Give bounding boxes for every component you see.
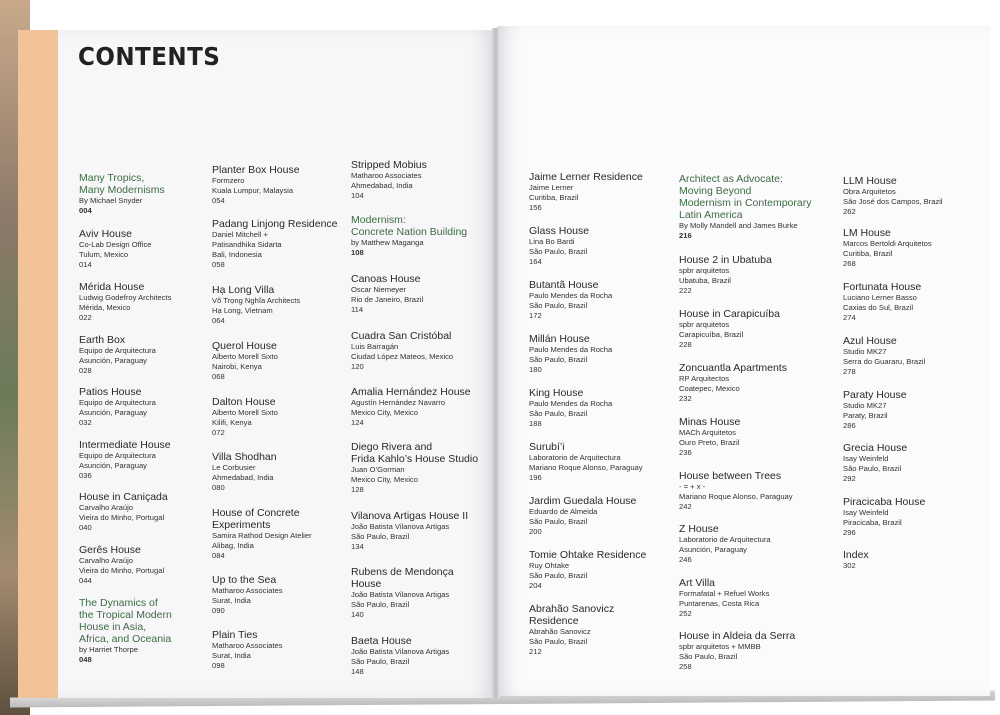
- entry-detail: São Paulo, Brazil: [529, 516, 588, 526]
- toc-entry: [843, 281, 983, 323]
- entry-page-number: 040: [79, 522, 92, 532]
- entry-title: Modernism in Contemporary: [679, 197, 812, 210]
- entry-page-number: 172: [529, 310, 542, 320]
- entry-title: Modernism:: [351, 214, 406, 226]
- entry-detail: Co-Lab Design Office: [79, 240, 152, 250]
- entry-page-number: 216: [679, 231, 692, 241]
- entry-page-number: 228: [679, 339, 692, 349]
- toc-entry: [351, 635, 526, 677]
- entry-detail: Mariano Roque Alonso, Paraguay: [679, 491, 793, 501]
- entry-page-number: 236: [679, 447, 692, 457]
- entry-detail: Isay Weinfeld: [843, 508, 889, 518]
- entry-page-number: 242: [679, 501, 692, 511]
- entry-page-number: 268: [843, 258, 856, 268]
- entry-detail: Kuala Lumpur, Malaysia: [212, 185, 294, 195]
- entry-title: Earth Box: [79, 334, 126, 346]
- toc-entry: [843, 335, 983, 377]
- entry-title: Grecia House: [843, 442, 908, 454]
- toc-entry: [843, 227, 983, 269]
- entry-detail: Studio MK27: [843, 401, 887, 411]
- toc-entry: [529, 603, 674, 657]
- entry-detail: Formzero: [212, 176, 245, 186]
- toc-entry: [212, 574, 347, 616]
- toc-entry: [79, 544, 204, 586]
- entry-detail: Asunción, Paraguay: [79, 460, 147, 470]
- entry-detail: Mariano Roque Alonso, Paraguay: [529, 462, 643, 472]
- entry-title: The Dynamics of: [79, 597, 158, 609]
- entry-detail: Asunción, Paraguay: [679, 544, 747, 554]
- entry-page-number: 262: [843, 206, 856, 216]
- entry-detail: By Molly Mandell and James Burke: [679, 221, 798, 231]
- toc-entry: [679, 523, 839, 565]
- entry-page-number: 128: [351, 484, 364, 494]
- entry-title: Many Tropics,: [79, 172, 145, 184]
- entry-detail: Ahmedabad, India: [351, 180, 413, 190]
- entry-page-number: 222: [679, 285, 692, 295]
- entry-detail: Võ Trọng Nghĩa Architects: [212, 296, 301, 306]
- entry-title: Zoncuantla Apartments: [679, 362, 787, 374]
- entry-detail: Juan O’Gorman: [351, 465, 405, 475]
- toc-entry: [79, 491, 204, 533]
- entry-page-number: 148: [351, 666, 364, 676]
- entry-detail: Mexico City, Mexico: [351, 407, 418, 417]
- entry-title: Patios House: [79, 386, 142, 398]
- toc-entry: [351, 386, 526, 428]
- entry-page-number: 302: [843, 561, 856, 571]
- toc-entry: [679, 308, 839, 350]
- entry-page-number: 246: [679, 554, 692, 564]
- entry-detail: São José dos Campos, Brazil: [843, 196, 943, 206]
- entry-title: Plain Ties: [212, 629, 258, 641]
- entry-title: Jaime Lerner Residence: [529, 171, 643, 183]
- entry-page-number: 156: [529, 202, 542, 212]
- entry-title: House of Concrete: [212, 507, 300, 519]
- entry-title: Tomie Ohtake Residence: [529, 549, 647, 561]
- entry-detail: Surat, India: [212, 595, 251, 605]
- entry-title: Villa Shodhan: [212, 451, 277, 463]
- entry-title: Gerês House: [79, 544, 141, 556]
- entry-title: Hạ Long Villa: [212, 284, 275, 296]
- book-cover-edge: [18, 30, 63, 698]
- entry-detail: Ludwig Godefroy Architects: [79, 293, 172, 303]
- entry-detail: Coatepec, Mexico: [679, 383, 740, 393]
- entry-detail: Carapicuíba, Brazil: [679, 329, 744, 339]
- toc-entry: [351, 330, 526, 372]
- entry-detail: Isay Weinfeld: [843, 454, 889, 464]
- entry-detail: Alberto Morell Sixto: [212, 352, 278, 362]
- entry-detail: Ubatuba, Brazil: [679, 275, 731, 285]
- entry-title: Architect as Advocate:: [679, 173, 783, 185]
- entry-detail: Equipo de Arquitectura: [79, 346, 156, 356]
- entry-page-number: 080: [212, 482, 225, 492]
- toc-entry: [529, 333, 674, 375]
- entry-page-number: 036: [79, 470, 92, 480]
- entry-page-number: 032: [79, 417, 92, 427]
- entry-detail: São Paulo, Brazil: [529, 354, 588, 364]
- entry-title: Residence: [529, 615, 579, 628]
- entry-title: Concrete Nation Building: [351, 226, 468, 239]
- entry-detail: Oscar Niemeyer: [351, 285, 406, 295]
- toc-entry: [529, 387, 674, 429]
- toc-entry: [843, 496, 983, 538]
- entry-title: Dalton House: [212, 396, 276, 408]
- entry-title: Experiments: [212, 519, 271, 532]
- toc-entry: [529, 225, 674, 267]
- entry-detail: Vieira do Minho, Portugal: [79, 512, 165, 522]
- entry-title: LM House: [843, 227, 891, 239]
- toc-entry: [679, 470, 839, 512]
- entry-page-number: 200: [529, 526, 542, 536]
- toc-entry: [843, 389, 983, 431]
- entry-page-number: 232: [679, 393, 692, 403]
- entry-detail: Alberto Morell Sixto: [212, 408, 278, 418]
- entry-detail: Paulo Mendes da Rocha: [529, 345, 613, 355]
- entry-title: Azul House: [843, 335, 897, 347]
- entry-title: House in Aldeia da Serra: [679, 630, 796, 642]
- entry-page-number: 164: [529, 256, 542, 266]
- entry-title: Paraty House: [843, 389, 907, 401]
- toc-entry: [212, 507, 347, 561]
- entry-detail: Rio de Janeiro, Brazil: [351, 294, 424, 304]
- entry-page-number: 064: [212, 315, 225, 325]
- entry-page-number: 252: [679, 608, 692, 618]
- entry-page-number: 274: [843, 312, 856, 322]
- entry-title: Art Villa: [679, 577, 715, 589]
- toc-entry: [529, 441, 674, 483]
- entry-page-number: 120: [351, 361, 364, 371]
- entry-title: Abrahão Sanovicz: [529, 603, 615, 615]
- entry-detail: Mexico City, Mexico: [351, 474, 418, 484]
- toc-entry: [679, 577, 839, 619]
- entry-title: Frida Kahlo’s House Studio: [351, 453, 479, 466]
- entry-title: Glass House: [529, 225, 590, 237]
- entry-detail: São Paulo, Brazil: [529, 636, 588, 646]
- entry-detail: Bali, Indonesia: [212, 249, 262, 259]
- toc-entry: [679, 630, 839, 672]
- toc-entry: [212, 218, 347, 270]
- toc-entry: [529, 495, 674, 537]
- entry-detail: São Paulo, Brazil: [529, 246, 588, 256]
- entry-page-number: 028: [79, 365, 92, 375]
- entry-page-number: 188: [529, 418, 542, 428]
- entry-page-number: 212: [529, 646, 542, 656]
- entry-detail: Nairobi, Kenya: [212, 361, 262, 371]
- entry-page-number: 196: [529, 472, 542, 482]
- toc-entry: [212, 284, 347, 326]
- entry-detail: Agustín Hernández Navarro: [351, 398, 446, 408]
- entry-detail: Lina Bo Bardi: [529, 237, 575, 247]
- toc-entry: [843, 175, 983, 217]
- toc-entry: [79, 334, 204, 376]
- entry-detail: Paulo Mendes da Rocha: [529, 291, 613, 301]
- entry-page-number: 292: [843, 473, 856, 483]
- entry-detail: Curitiba, Brazil: [529, 192, 579, 202]
- entry-detail: Patisandhika Sidarta: [212, 239, 282, 249]
- entry-detail: Tulum, Mexico: [79, 249, 129, 259]
- entry-detail: Abrahão Sanovicz: [529, 627, 591, 637]
- entry-page-number: 098: [212, 660, 225, 670]
- entry-title: Up to the Sea: [212, 574, 277, 586]
- entry-detail: Matharoo Associates: [212, 641, 283, 651]
- entry-detail: São Paulo, Brazil: [351, 656, 410, 666]
- entry-title: Index: [843, 549, 869, 561]
- toc-entry: [351, 566, 526, 620]
- entry-page-number: 296: [843, 527, 856, 537]
- entry-detail: by Harriet Thorpe: [79, 645, 138, 655]
- page-title: CONTENTS: [78, 42, 221, 71]
- entry-detail: Laboratorio de Arquitectura: [529, 453, 621, 463]
- entry-detail: spbr arquitetos: [679, 266, 730, 276]
- toc-entry: [679, 254, 839, 296]
- entry-detail: São Paulo, Brazil: [351, 531, 410, 541]
- entry-title: Mérida House: [79, 281, 145, 293]
- entry-detail: Carvalho Araújo: [79, 556, 134, 566]
- entry-title: Planter Box House: [212, 164, 300, 176]
- toc-entry: [212, 451, 347, 493]
- toc-entry: [351, 441, 526, 495]
- toc-entry: [79, 172, 204, 216]
- entry-detail: Asunción, Paraguay: [79, 407, 147, 417]
- entry-title: Cuadra San Cristóbal: [351, 330, 452, 342]
- entry-page-number: 258: [679, 661, 692, 671]
- entry-title: Jardim Guedala House: [529, 495, 637, 507]
- entry-detail: spbr arquitetos + MMBB: [679, 642, 761, 652]
- entry-page-number: 004: [79, 205, 92, 215]
- entry-detail: São Paulo, Brazil: [679, 651, 738, 661]
- toc-entry: [843, 442, 983, 484]
- entry-page-number: 058: [212, 259, 225, 269]
- entry-page-number: 072: [212, 427, 225, 437]
- entry-page-number: 180: [529, 364, 542, 374]
- entry-detail: Serra do Guararu, Brazil: [843, 356, 926, 366]
- entry-title: Querol House: [212, 340, 277, 352]
- entry-title: Butantã House: [529, 279, 599, 291]
- entry-title: Africa, and Oceania: [79, 633, 172, 646]
- entry-detail: São Paulo, Brazil: [529, 408, 588, 418]
- entry-detail: Ouro Preto, Brazil: [679, 437, 740, 447]
- toc-entry: [79, 439, 204, 481]
- entry-detail: Luis Barragán: [351, 342, 399, 352]
- entry-page-number: 054: [212, 195, 225, 205]
- toc-entry: [351, 273, 526, 315]
- entry-detail: Caxias do Sul, Brazil: [843, 302, 914, 312]
- entry-title: Latin America: [679, 209, 743, 222]
- toc-entry: [212, 164, 347, 206]
- entry-detail: Curitiba, Brazil: [843, 248, 893, 258]
- entry-detail: Formafatal + Refuel Works: [679, 589, 770, 599]
- entry-detail: Luciano Lerner Basso: [843, 293, 917, 303]
- entry-detail: - = + x -: [679, 482, 706, 492]
- entry-detail: Puntarenas, Costa Rica: [679, 598, 760, 608]
- entry-detail: spbr arquitetos: [679, 320, 730, 330]
- toc-entry: [212, 340, 347, 382]
- toc-entry: [351, 214, 526, 258]
- entry-title: Z House: [679, 523, 719, 535]
- entry-title: Surubí’i: [529, 441, 565, 453]
- entry-page-number: 014: [79, 259, 92, 269]
- entry-detail: Paulo Mendes da Rocha: [529, 399, 613, 409]
- entry-page-number: 068: [212, 371, 225, 381]
- entry-title: House in Caniçada: [79, 491, 168, 503]
- entry-detail: Eduardo de Almeida: [529, 507, 598, 517]
- entry-detail: São Paulo, Brazil: [843, 463, 902, 473]
- toc-entry: [79, 597, 204, 665]
- toc-entry: [351, 510, 526, 552]
- entry-page-number: 084: [212, 550, 225, 560]
- toc-entry: [212, 629, 347, 671]
- entry-page-number: 108: [351, 247, 364, 257]
- entry-detail: São Paulo, Brazil: [529, 300, 588, 310]
- entry-title: Fortunata House: [843, 281, 922, 293]
- toc-entry: [529, 279, 674, 321]
- entry-title: Baeta House: [351, 635, 412, 647]
- entry-detail: Mérida, Mexico: [79, 302, 131, 312]
- entry-page-number: 286: [843, 420, 856, 430]
- entry-detail: Asunción, Paraguay: [79, 355, 147, 365]
- entry-title: Padang Linjong Residence: [212, 218, 338, 230]
- entry-title: Rubens de Mendonça: [351, 566, 454, 578]
- entry-detail: Le Corbusier: [212, 463, 256, 473]
- entry-detail: Carvalho Araújo: [79, 503, 134, 513]
- entry-title: Vilanova Artigas House II: [351, 510, 469, 522]
- entry-detail: Piracicaba, Brazil: [843, 517, 902, 527]
- entry-detail: João Batista Vilanova Artigas: [351, 522, 450, 532]
- toc-entry: [212, 396, 347, 438]
- entry-page-number: 114: [351, 304, 364, 314]
- entry-title: Intermediate House: [79, 439, 171, 451]
- entry-title: House in Asia,: [79, 621, 147, 634]
- entry-title: King House: [529, 387, 584, 399]
- entry-detail: Laboratorio de Arquitectura: [679, 535, 771, 545]
- entry-title: House 2 in Ubatuba: [679, 254, 772, 266]
- entry-detail: By Michael Snyder: [79, 196, 143, 206]
- entry-detail: João Batista Vilanova Artigas: [351, 647, 450, 657]
- toc-entry: [843, 549, 983, 571]
- entry-title: Aviv House: [79, 228, 132, 240]
- entry-detail: São Paulo, Brazil: [529, 570, 588, 580]
- entry-detail: Daniel Mitchell +: [212, 230, 268, 240]
- entry-detail: Equipo de Arquitectura: [79, 451, 156, 461]
- entry-detail: Surat, India: [212, 650, 251, 660]
- entry-page-number: 104: [351, 190, 364, 200]
- entry-detail: Ahmedabad, India: [212, 472, 274, 482]
- entry-page-number: 124: [351, 417, 364, 427]
- toc-entry: [79, 386, 204, 428]
- entry-page-number: 090: [212, 605, 225, 615]
- entry-title: Many Modernisms: [79, 184, 165, 197]
- toc-entry: [679, 362, 839, 404]
- toc-entry: [679, 173, 839, 241]
- entry-page-number: 044: [79, 575, 92, 585]
- toc-entry: [529, 171, 674, 213]
- entry-detail: Ruy Ohtake: [529, 561, 570, 571]
- entry-title: Millán House: [529, 333, 590, 345]
- entry-title: Stripped Mobius: [351, 159, 427, 171]
- entry-title: the Tropical Modern: [79, 609, 172, 622]
- entry-page-number: 140: [351, 609, 364, 619]
- entry-title: Piracicaba House: [843, 496, 926, 508]
- entry-page-number: 048: [79, 655, 92, 665]
- toc-entry: [529, 549, 674, 591]
- entry-page-number: 204: [529, 580, 542, 590]
- entry-title: House between Trees: [679, 470, 782, 482]
- entry-title: House in Carapicuíba: [679, 308, 780, 320]
- entry-detail: Paraty, Brazil: [843, 410, 888, 420]
- toc-entry: [351, 159, 526, 201]
- entry-detail: Studio MK27: [843, 347, 887, 357]
- entry-title: House: [351, 578, 382, 591]
- entry-title: LLM House: [843, 175, 897, 187]
- entry-detail: Kilifi, Kenya: [212, 417, 252, 427]
- entry-title: Amalia Hernández House: [351, 386, 471, 398]
- toc-entry: [79, 228, 204, 270]
- toc-entry: [79, 281, 204, 323]
- entry-page-number: 134: [351, 541, 364, 551]
- entry-detail: Obra Arquitetos: [843, 187, 896, 197]
- entry-detail: MACh Arquitetos: [679, 428, 736, 438]
- entry-detail: Marcos Bertoldi Arquitetos: [843, 239, 932, 249]
- entry-title: Moving Beyond: [679, 185, 752, 198]
- entry-title: Canoas House: [351, 273, 421, 285]
- entry-detail: by Matthew Maganga: [351, 238, 424, 248]
- entry-detail: Matharoo Associates: [212, 586, 283, 596]
- entry-detail: Matharoo Associates: [351, 171, 422, 181]
- entry-detail: Samira Rathod Design Atelier: [212, 531, 312, 541]
- entry-detail: Jaime Lerner: [529, 183, 574, 193]
- entry-detail: RP Arquitectos: [679, 374, 730, 384]
- entry-detail: Vieira do Minho, Portugal: [79, 565, 165, 575]
- entry-title: Diego Rivera and: [351, 441, 433, 453]
- entry-title: Minas House: [679, 416, 741, 428]
- toc-entry: [679, 416, 839, 458]
- entry-detail: Ciudad López Mateos, Mexico: [351, 351, 454, 361]
- entry-detail: Alibag, India: [212, 540, 254, 550]
- entry-detail: São Paulo, Brazil: [351, 599, 410, 609]
- entry-detail: João Batista Vilanova Artigas: [351, 590, 450, 600]
- entry-page-number: 278: [843, 366, 856, 376]
- entry-page-number: 022: [79, 312, 92, 322]
- entry-detail: Hạ Long, Vietnam: [212, 305, 273, 315]
- entry-detail: Equipo de Arquitectura: [79, 398, 156, 408]
